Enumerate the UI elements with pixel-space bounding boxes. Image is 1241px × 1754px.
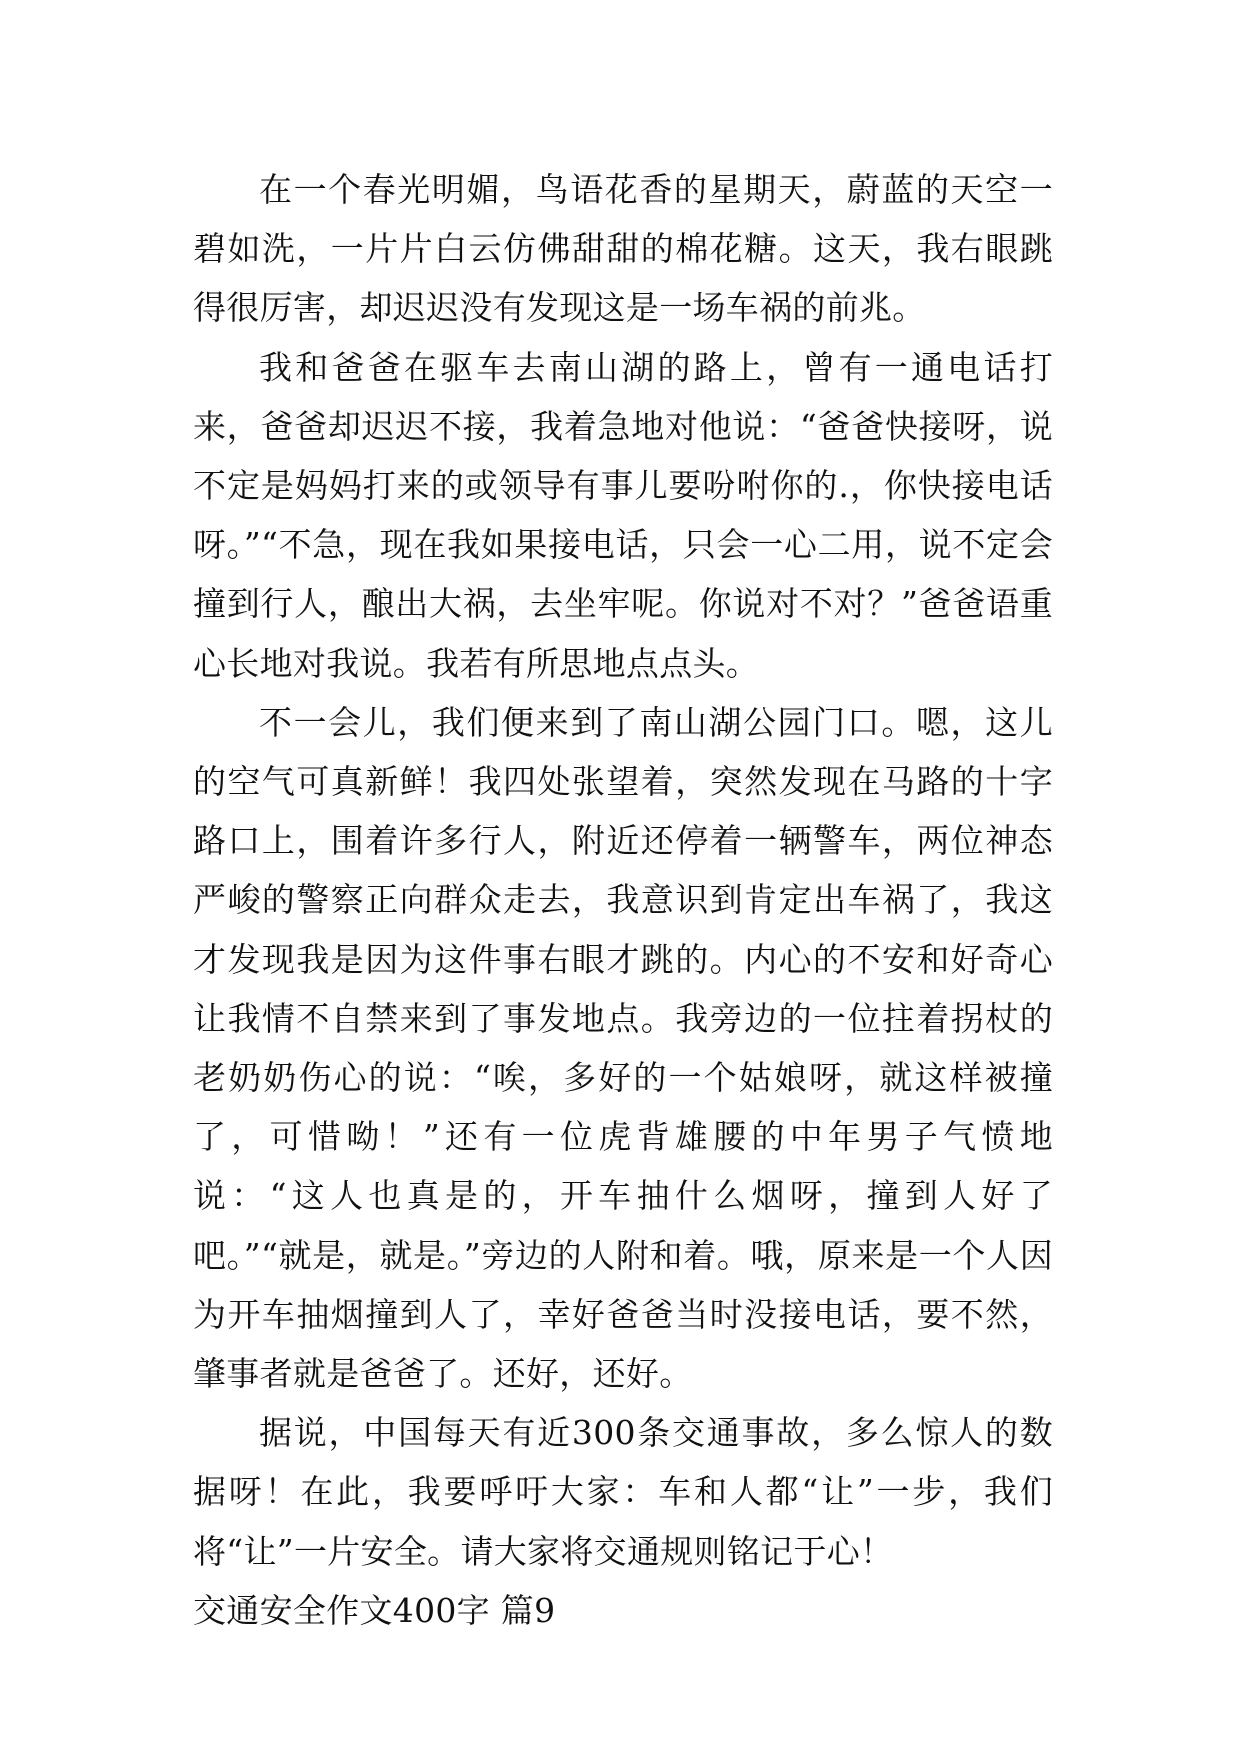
paragraph-phone-call: 我和爸爸在驱车去南山湖的路上，曾有一通电话打来，爸爸却迟迟不接，我着急地对他说：“爸爸快接呀，说不定是妈妈打来的或领导有事儿要吩咐你的.，你快接电话呀。”“不急，现在我如果接电话，只会一心二用，说不定会撞到行人，酿出大祸，去坐牢呢。你说对不对？”爸爸语重心长地对我说。我若有所思地点点头。 bbox=[193, 347, 1053, 683]
paragraph-accident-scene: 不一会儿，我们便来到了南山湖公园门口。嗯，这儿的空气可真新鲜！我四处张望着，突然发现在马路的十字路口上，围着许多行人，附近还停着一辆警车，两位神态严峻的警察正向群众走去，我意识到肯定出车祸了，我这才发现我是因为这件事右眼才跳的。内心的不安和好奇心让我情不自禁来到了事发地点。我旁边的一位拄着拐杖的老奶奶伤心的说：“唉，多好的一个姑娘呀，就这样被撞了，可惜呦！”还有一位虎背雄腰的中年男子气愤地说：“这人也真是的，开车抽什么烟呀，撞到人好了吧。”“就是，就是。”旁边的人附和着。哦，原来是一个人因为开车抽烟撞到人了，幸好爸爸当时没接电话，要不然，肇事者就是爸爸了。还好，还好。 bbox=[193, 702, 1053, 1394]
paragraph-traffic-appeal: 据说，中国每天有近300条交通事故，多么惊人的数据呀！在此，我要呼吁大家：车和人都“让”一步，我们将“让”一片安全。请大家将交通规则铭记于心！ bbox=[193, 1413, 1053, 1571]
document-body bbox=[193, 160, 1053, 1640]
section-heading: 交通安全作文400字 篇9 bbox=[193, 1590, 556, 1630]
paragraph-spring-day: 在一个春光明媚，鸟语花香的星期天，蔚蓝的天空一碧如洗，一片片白云仿佛甜甜的棉花糖。这天，我右眼跳得很厉害，却迟迟没有发现这是一场车祸的前兆。 bbox=[193, 170, 1053, 328]
